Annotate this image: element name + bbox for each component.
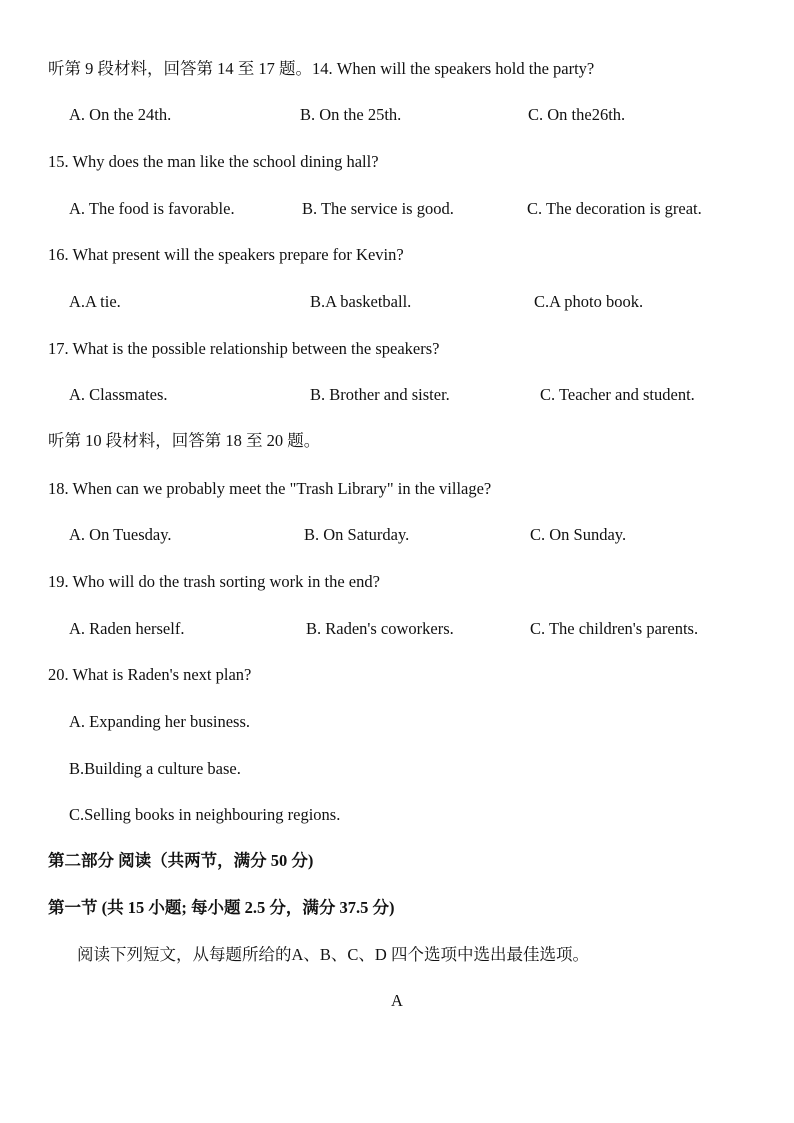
part2-instruction: 阅读下列短文，从每题所给的A、B、C、D 四个选项中选出最佳选项。: [77, 945, 589, 964]
q18-option-a: A. On Tuesday.: [69, 525, 172, 544]
q19-option-b: B. Raden's coworkers.: [306, 619, 454, 638]
q20-option-b: B.Building a culture base.: [69, 759, 241, 778]
q15-option-a: A. The food is favorable.: [69, 199, 235, 218]
q16-option-a: A.A tie.: [69, 292, 121, 311]
q14-option-c: C. On the26th.: [528, 105, 626, 124]
part2-heading: 第二部分 阅读（共两节，满分 50 分): [48, 851, 314, 870]
q17-option-a: A. Classmates.: [69, 385, 168, 404]
q16-option-c: C.A photo book.: [534, 292, 644, 311]
q14-option-a: A. On the 24th.: [69, 105, 172, 124]
q16-option-b: B.A basketball.: [310, 292, 412, 311]
q20-option-c: C.Selling books in neighbouring regions.: [69, 805, 341, 824]
q19-option-a: A. Raden herself.: [69, 619, 185, 638]
q19-question: 19. Who will do the trash sorting work in the end?: [48, 572, 380, 591]
q15-option-c: C. The decoration is great.: [527, 199, 702, 218]
q15-question: 15. Why does the man like the school dining hall?: [48, 152, 379, 171]
part2-subheading: 第一节 (共 15 小题; 每小题 2.5 分，满分 37.5 分): [48, 898, 395, 917]
q20-option-a: A. Expanding her business.: [69, 712, 251, 731]
q17-option-b: B. Brother and sister.: [310, 385, 450, 404]
section9-intro-q14: 听第 9 段材料，回答第 14 至 17 题。14. When will the speakers hold the party?: [48, 59, 595, 78]
q19-option-c: C. The children's parents.: [530, 619, 699, 638]
q18-option-c: C. On Sunday.: [530, 525, 627, 544]
passage-label: A: [391, 991, 403, 1010]
q20-question: 20. What is Raden's next plan?: [48, 665, 252, 684]
q16-question: 16. What present will the speakers prepare for Kevin?: [48, 245, 404, 264]
q14-option-b: B. On the 25th.: [300, 105, 402, 124]
q18-question: 18. When can we probably meet the "Trash Library" in the village?: [48, 479, 492, 498]
q18-option-b: B. On Saturday.: [304, 525, 410, 544]
section10-intro: 听第 10 段材料，回答第 18 至 20 题。: [48, 431, 321, 450]
q15-option-b: B. The service is good.: [302, 199, 454, 218]
q17-option-c: C. Teacher and student.: [540, 385, 695, 404]
q17-question: 17. What is the possible relationship between the speakers?: [48, 339, 440, 358]
